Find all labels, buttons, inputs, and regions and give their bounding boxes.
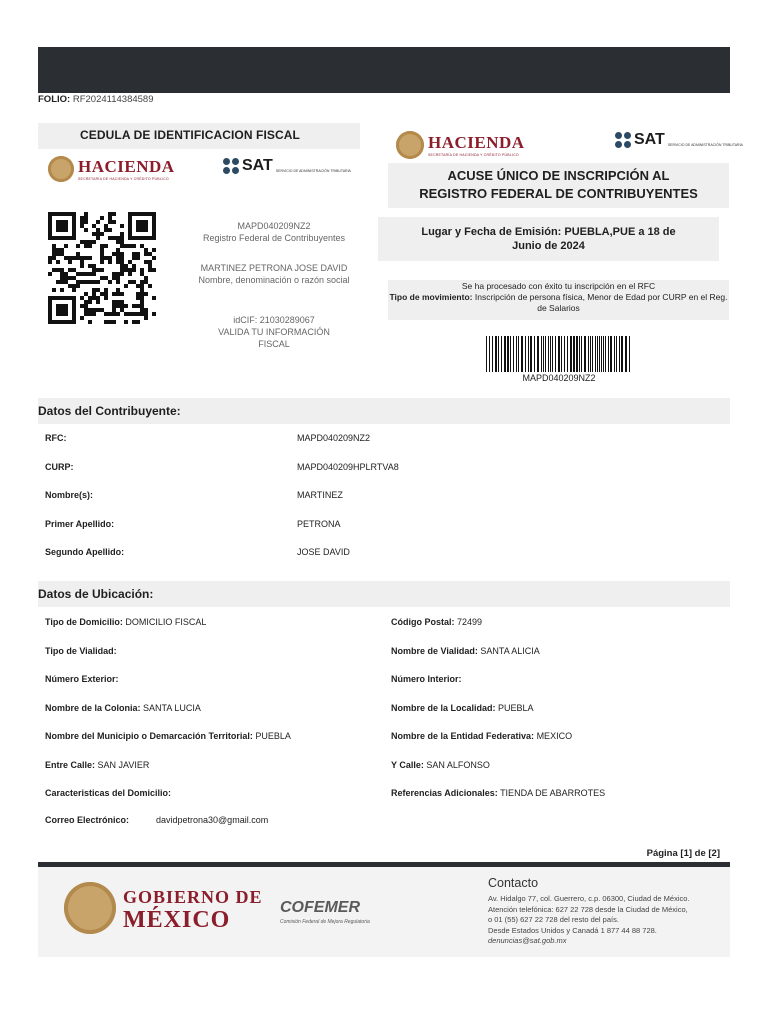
hacienda-logo-acuse (396, 131, 525, 159)
folio (38, 94, 154, 105)
contacto-heading: Contacto (488, 876, 539, 890)
contacto-body (488, 894, 728, 947)
ubicacion-field (391, 703, 534, 713)
hacienda-logo-text: HACIENDA (428, 132, 525, 152)
header-bar (38, 47, 730, 93)
rfc-caption: Registro Federal de Contribuyentes (202, 233, 346, 243)
ubicacion-value: SAN ALFONSO (426, 759, 490, 770)
rfc-block (190, 220, 358, 244)
sat-logo-icon (615, 132, 631, 148)
name-block (190, 262, 358, 286)
ubicacion-field (45, 731, 291, 741)
ubicacion-label: Referencias Adicionales: (391, 788, 498, 798)
ubicacion-label: Y Calle: (391, 759, 424, 770)
contacto-email[interactable]: denuncias@sat.gob.mx (488, 936, 567, 945)
gobierno-line1: GOBIERNO DE (123, 887, 263, 907)
ubicacion-field (45, 646, 117, 656)
contribuyente-value: MAPD040209HPLRTVA8 (297, 461, 399, 472)
sat-logo-icon (223, 158, 239, 174)
contacto-line: Av. Hidalgo 77, col. Guerrero, c.p. 06300, Ciudad de México. (488, 894, 690, 903)
ubicacion-heading: Datos de Ubicación: (38, 587, 154, 601)
sat-logo (223, 158, 351, 174)
ubicacion-field (391, 646, 540, 656)
ubicacion-field (45, 788, 171, 798)
sat-logo-sub: SERVICIO DE ADMINISTRACIÓN TRIBUTARIA (275, 169, 351, 173)
tipo-movimiento-value: Inscripción de persona física, Menor de Edad por CURP en el Reg. de Salarios (474, 292, 728, 313)
ubicacion-heading-box (38, 581, 730, 607)
ubicacion-field (391, 760, 490, 770)
folio-value: RF2024114384589 (72, 94, 154, 105)
valida-info: VALIDA TU INFORMACIÓN FISCAL (218, 327, 330, 349)
qr-code (48, 212, 156, 324)
ubicacion-label: Tipo de Domicilio: (45, 617, 123, 627)
barcode-text: MAPD040209NZ2 (522, 373, 596, 383)
hacienda-logo (48, 156, 175, 182)
lugar-fecha-box (378, 217, 719, 261)
ubicacion-value: DOMICILIO FISCAL (125, 617, 207, 627)
cofemer-sub: Comisión Federal de Mejora Regulatoria (280, 919, 370, 925)
ubicacion-field (391, 617, 482, 627)
hacienda-seal-icon (48, 156, 74, 182)
correo-value: davidpetrona30@gmail.com (156, 815, 269, 825)
procesado-box (388, 280, 729, 320)
gobierno-seal-icon (64, 882, 116, 934)
ubicacion-value: MEXICO (536, 731, 573, 741)
rfc-value: MAPD040209NZ2 (237, 221, 311, 231)
ubicacion-label: Tipo de Vialidad: (45, 645, 117, 656)
ubicacion-label: Nombre de la Entidad Federativa: (391, 731, 535, 741)
ubicacion-field (391, 788, 605, 798)
ubicacion-value: TIENDA DE ABARROTES (500, 788, 606, 798)
cedula-title: CEDULA DE IDENTIFICACION FISCAL (80, 128, 300, 142)
hacienda-seal-icon (396, 131, 424, 159)
ubicacion-value: SANTA ALICIA (480, 645, 540, 656)
contacto-line: Atención telefónica: 627 22 728 desde la Ciudad de México, (488, 904, 688, 914)
contribuyente-heading-box (38, 398, 730, 424)
page-number: Página [1] de [2] (646, 848, 720, 859)
contribuyente-label: CURP: (45, 461, 74, 472)
ubicacion-label: Código Postal: (391, 617, 455, 627)
sat-logo-text: SAT (634, 131, 665, 148)
gobierno-line2: MÉXICO (123, 907, 231, 933)
correo-label: Correo Electrónico: (45, 815, 130, 825)
acuse-title-box (388, 163, 729, 208)
barcode (484, 336, 634, 372)
contribuyente-heading: Datos del Contribuyente: (38, 404, 181, 418)
contribuyente-label: Primer Apellido: (45, 518, 115, 529)
ubicacion-label: Nombre de la Localidad: (391, 702, 496, 713)
ubicacion-label: Entre Calle: (45, 759, 96, 770)
ubicacion-field (45, 760, 149, 770)
idcif-block (190, 314, 358, 350)
ubicacion-label: Nombre de Vialidad: (391, 645, 478, 656)
ubicacion-label: Caracteristicas del Domicilio: (45, 788, 172, 798)
procesado-text: Se ha procesado con éxito tu inscripción en el RFC (461, 281, 656, 291)
name-caption: Nombre, denominación o razón social (198, 275, 350, 285)
ubicacion-value: 72499 (457, 617, 483, 627)
ubicacion-value: PUEBLA (498, 702, 534, 713)
folio-label: FOLIO: (38, 94, 71, 105)
hacienda-logo-text: HACIENDA (78, 156, 175, 176)
ubicacion-label: Nombre del Municipio o Demarcación Territorial: (45, 731, 253, 741)
correo-row (45, 815, 129, 825)
acuse-title-line1: ACUSE ÚNICO DE INSCRIPCIÓN AL (447, 168, 670, 183)
contribuyente-name: MARTINEZ PETRONA JOSE DAVID (200, 263, 348, 273)
contribuyente-value: PETRONA (297, 518, 341, 529)
sat-logo-sub: SERVICIO DE ADMINISTRACIÓN TRIBUTARIA (667, 143, 743, 147)
ubicacion-label: Número Interior: (391, 674, 462, 684)
contacto-line: Desde Estados Unidos y Canadá 1 877 44 88 728. (488, 925, 657, 935)
ubicacion-field (45, 617, 206, 627)
contribuyente-label: Nombre(s): (45, 490, 94, 500)
contribuyente-label: Segundo Apellido: (45, 547, 125, 557)
sat-logo-text: SAT (242, 157, 273, 174)
contribuyente-value: MAPD040209NZ2 (297, 433, 371, 443)
contribuyente-value: MARTINEZ (297, 490, 343, 500)
ubicacion-field (45, 674, 119, 684)
contribuyente-value: JOSE DAVID (297, 547, 350, 557)
ubicacion-value: PUEBLA (255, 731, 291, 741)
cofemer-logo: COFEMER (280, 899, 360, 916)
cedula-title-box (38, 123, 360, 149)
ubicacion-value: SAN JAVIER (97, 759, 150, 770)
idcif: idCIF: 21030289067 (233, 315, 315, 325)
ubicacion-field (391, 674, 462, 684)
contribuyente-label: RFC: (45, 433, 67, 443)
gobierno-logo (123, 887, 263, 933)
contacto-line: o 01 (55) 627 22 728 del resto del país. (488, 915, 619, 924)
ubicacion-field (45, 703, 201, 713)
ubicacion-label: Número Exterior: (45, 674, 119, 684)
sat-logo-acuse (615, 132, 743, 148)
tipo-movimiento-label: Tipo de movimiento: (389, 292, 473, 302)
ubicacion-label: Nombre de la Colonia: (45, 702, 141, 713)
lugar-line2: Junio de 2024 (512, 240, 585, 252)
acuse-title-line2: REGISTRO FEDERAL DE CONTRIBUYENTES (419, 186, 698, 201)
lugar-line1: Lugar y Fecha de Emisión: PUEBLA,PUE a 18 de (421, 226, 676, 238)
hacienda-logo-sub: SECRETARÍA DE HACIENDA Y CRÉDITO PÚBLICO (78, 176, 169, 181)
hacienda-logo-sub: SECRETARÍA DE HACIENDA Y CRÉDITO PÚBLICO (428, 152, 519, 157)
ubicacion-field (391, 731, 572, 741)
ubicacion-value: SANTA LUCIA (143, 702, 201, 713)
